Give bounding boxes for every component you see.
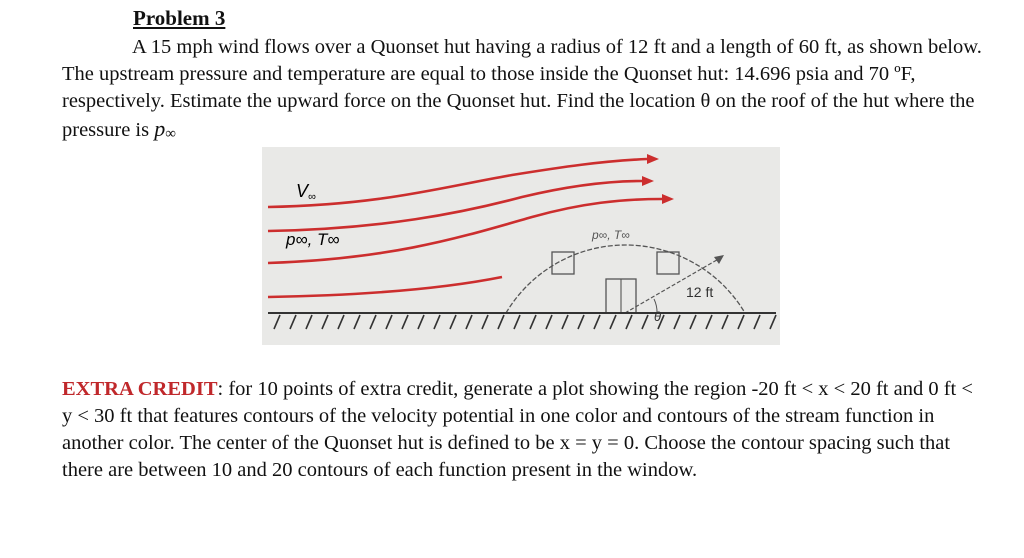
problem-statement (62, 34, 987, 148)
quonset-hut-figure (262, 147, 780, 345)
extra-credit-label: EXTRA CREDIT (62, 378, 218, 400)
outside-conditions-label: p∞, T∞ (286, 230, 340, 249)
problem-text: A 15 mph wind flows over a Quonset hut having a radius of 12 ft and a length of 60 ft, as shown below. The upstream pressure and temperature are equal to those inside the Quonset hut: 14.696 psia and 70 ºF, respectively. Estimate the upward force on the Quonset hut. Find the location θ on the roof of the hut where the pressure is (62, 36, 982, 141)
extra-credit-text: : for 10 points of extra credit, generate a plot showing the region -20 ft < x < 20 ft and 0 ft < y < 30 ft that features contours of the velocity potential in one color and contours of the stream function in another color. The center of the Quonset hut is defined to be x = y = 0. Choose the contour spacing such that there are between 10 and 20 contours of each function present in the window. (62, 378, 973, 481)
radius-label: 12 ft (686, 284, 714, 300)
p-infinity-symbol (154, 116, 176, 141)
extra-credit-paragraph (62, 376, 987, 484)
p-subscript: ∞ (165, 126, 176, 142)
theta-label: θ (654, 309, 662, 324)
inside-conditions-label: p∞, T∞ (592, 228, 630, 242)
problem-title: Problem 3 (133, 6, 226, 30)
v-label: V∞ (296, 181, 316, 203)
quonset-hut-diagram (262, 147, 780, 345)
figure-background (262, 147, 780, 345)
p-symbol: p (154, 116, 166, 141)
